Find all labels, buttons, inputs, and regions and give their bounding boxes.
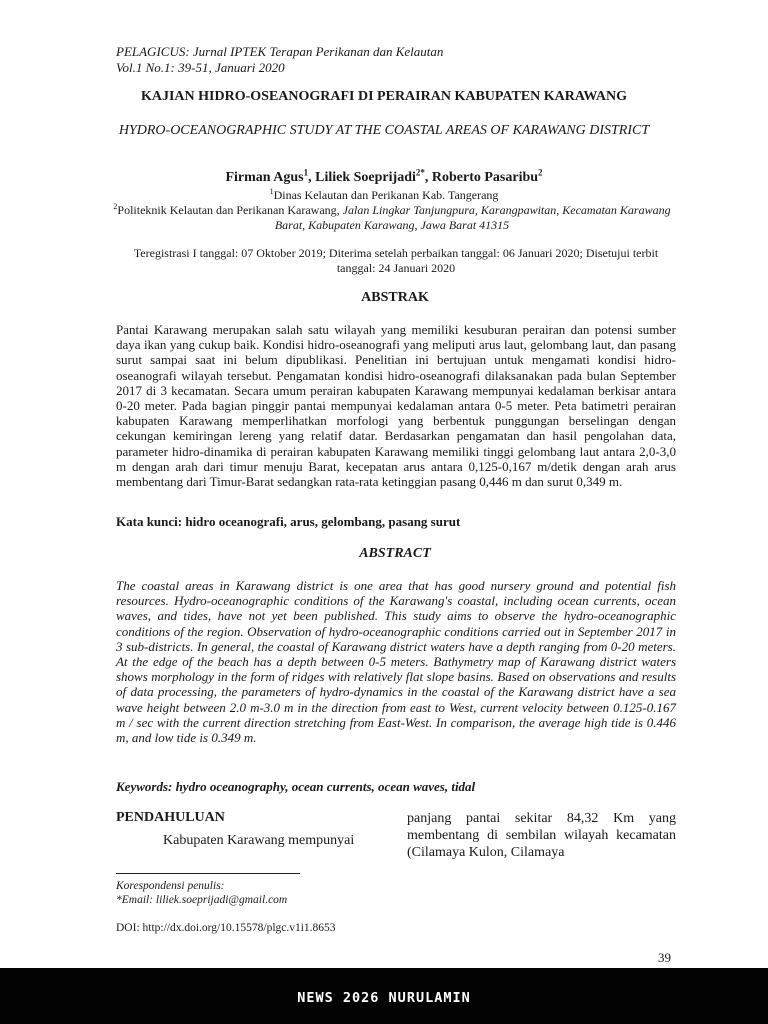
correspondence-email[interactable]: *Email: liliek.soeprijadi@gmail.com xyxy=(116,894,288,906)
abstrak-body: Pantai Karawang merupakan salah satu wilayah yang memiliki kesuburan perairan dan potensi sumber daya ikan yang cukup baik. Kondisi hidro-oseanografi yang meliputi arus laut, gelombang laut, dan pasang surut sampai saat ini belum dipublikasi. Penelitian ini bertujuan untuk mengamati kondisi hidro-oseanografi wilayah tersebut. Pengamatan kondisi hidro-oseanografi dilaksanakan pada bulan September 2017 di 3 kecamatan. Secara umum perairan kabupaten Karawang mempunyai kedalaman berkisar antara 0-20 meter. Pada bagian pinggir pantai mempunyai kedalaman antara 0-5 meter. Peta batimetri perairan kabupaten Karawang memperlihatkan morfologi yang berbentuk punggungan berselingan dengan cekungan kemiringan lereng yang relatif datar. Berdasarkan pengamatan dan hasil pengolahan data, parameter hidro-dinamika di perairan kabupaten Karawang memiliki tinggi gelombang laut antara 2,0-3,0 m dengan arah dari timur menuju Barat, kecepatan arus antara 0,125-0,167 m/detik dengan arah arus membentang dari Timur-Barat sedangkan rata-rata ketinggian pasang 0,446 m dan surut 0,349 m. xyxy=(116,322,676,490)
journal-name: PELAGICUS: Jurnal IPTEK Terapan Perikanan dan Kelautan xyxy=(116,44,444,59)
page-number: 39 xyxy=(658,950,671,965)
affiliation-superscript: 1 xyxy=(269,187,274,196)
affiliation-institution: Politeknik Kelautan dan Perikanan Karawang, xyxy=(117,203,343,217)
registration-dates: Teregistrasi I tanggal: 07 Oktober 2019; Diterima setelah perbaikan tanggal: 06 Januari 2020; Disetujui terbit tanggal: 24 Januari 2020 xyxy=(133,246,659,275)
correspondence-label: Korespondensi penulis: xyxy=(116,880,225,892)
affiliation-1 xyxy=(100,188,668,203)
footnote-divider xyxy=(116,873,300,874)
banner-text: NEWS 2026 NURULAMIN xyxy=(297,990,471,1006)
affiliation-superscript: 2 xyxy=(113,202,118,211)
doi-link[interactable]: DOI: http://dx.doi.org/10.15578/plgc.v1i1.8653 xyxy=(116,922,336,934)
affiliation-2 xyxy=(112,203,672,233)
overlay-banner xyxy=(0,968,768,1024)
author-name: Liliek Soeprijadi xyxy=(315,170,416,185)
section-heading-introduction: PENDAHULUAN xyxy=(116,810,225,825)
intro-right-column: panjang pantai sekitar 84,32 Km yang membentang di sembilan wilayah kecamatan (Cilamaya Kulon, Cilamaya xyxy=(407,811,676,860)
author-superscript: 2 xyxy=(538,167,543,178)
abstract-keywords: Keywords: hydro oceanography, ocean currents, ocean waves, tidal xyxy=(116,779,476,794)
abstract-heading: ABSTRACT xyxy=(359,546,431,561)
journal-header xyxy=(116,44,443,76)
abstrak-keywords: Kata kunci: hidro oceanografi, arus, gelombang, pasang surut xyxy=(116,514,461,529)
author-name: Roberto Pasaribu xyxy=(431,170,539,185)
abstrak-heading: ABSTRAK xyxy=(361,290,429,305)
affiliation-address: Jalan Lingkar Tanjungpura, Karangpawitan, Kecamatan Karawang Barat, Kabupaten Karawang, Jawa Barat 41315 xyxy=(274,203,671,232)
paper-title: KAJIAN HIDRO-OSEANOGRAFI DI PERAIRAN KABUPATEN KARAWANG xyxy=(140,89,627,104)
journal-volume: Vol.1 No.1: 39-51, Januari 2020 xyxy=(116,60,285,75)
paper-subtitle: HYDRO-OCEANOGRAPHIC STUDY AT THE COASTAL AREAS OF KARAWANG DISTRICT xyxy=(118,123,650,138)
intro-left-column: Kabupaten Karawang mempunyai xyxy=(163,833,355,848)
author-superscript: 2* xyxy=(415,167,425,178)
author-separator: , xyxy=(308,170,316,185)
affiliation-text: Dinas Kelautan dan Perikanan Kab. Tangerang xyxy=(273,188,499,202)
correspondence-footnote xyxy=(116,879,287,907)
author-superscript: 1 xyxy=(303,167,309,178)
abstract-body: The coastal areas in Karawang district is one area that has good nursery ground and potential fish resources. Hydro-oceanographic conditions of the Karawang's coastal, including ocean currents, ocean waves, and tides, have not yet been published. This study aims to observe the hydro-oceanographic conditions of the region. Observation of hydro-oceanographic conditions carried out in September 2017 in 3 sub-districts. In general, the coastal of Karawang district waters have a depth ranging from 0-20 meters. At the edge of the beach has a depth between 0-5 meters. Bathymetry map of Karawang district waters shows morphology in the form of ridges with relatively flat slope basins. Based on observations and results of data processing, the parameters of hydro-dynamics in the coastal of the Karawang district have a sea wave height between 2.0 m-3.0 m in the direction from east to West, current velocity between 0.125-0.167 m / sec with the current direction stretching from East-West. In comparison, the average high tide is 0.446 m, and low tide is 0.349 m. xyxy=(116,578,676,746)
author-list xyxy=(100,167,668,186)
author-separator: , xyxy=(424,170,432,185)
author-name: Firman Agus xyxy=(225,170,304,185)
